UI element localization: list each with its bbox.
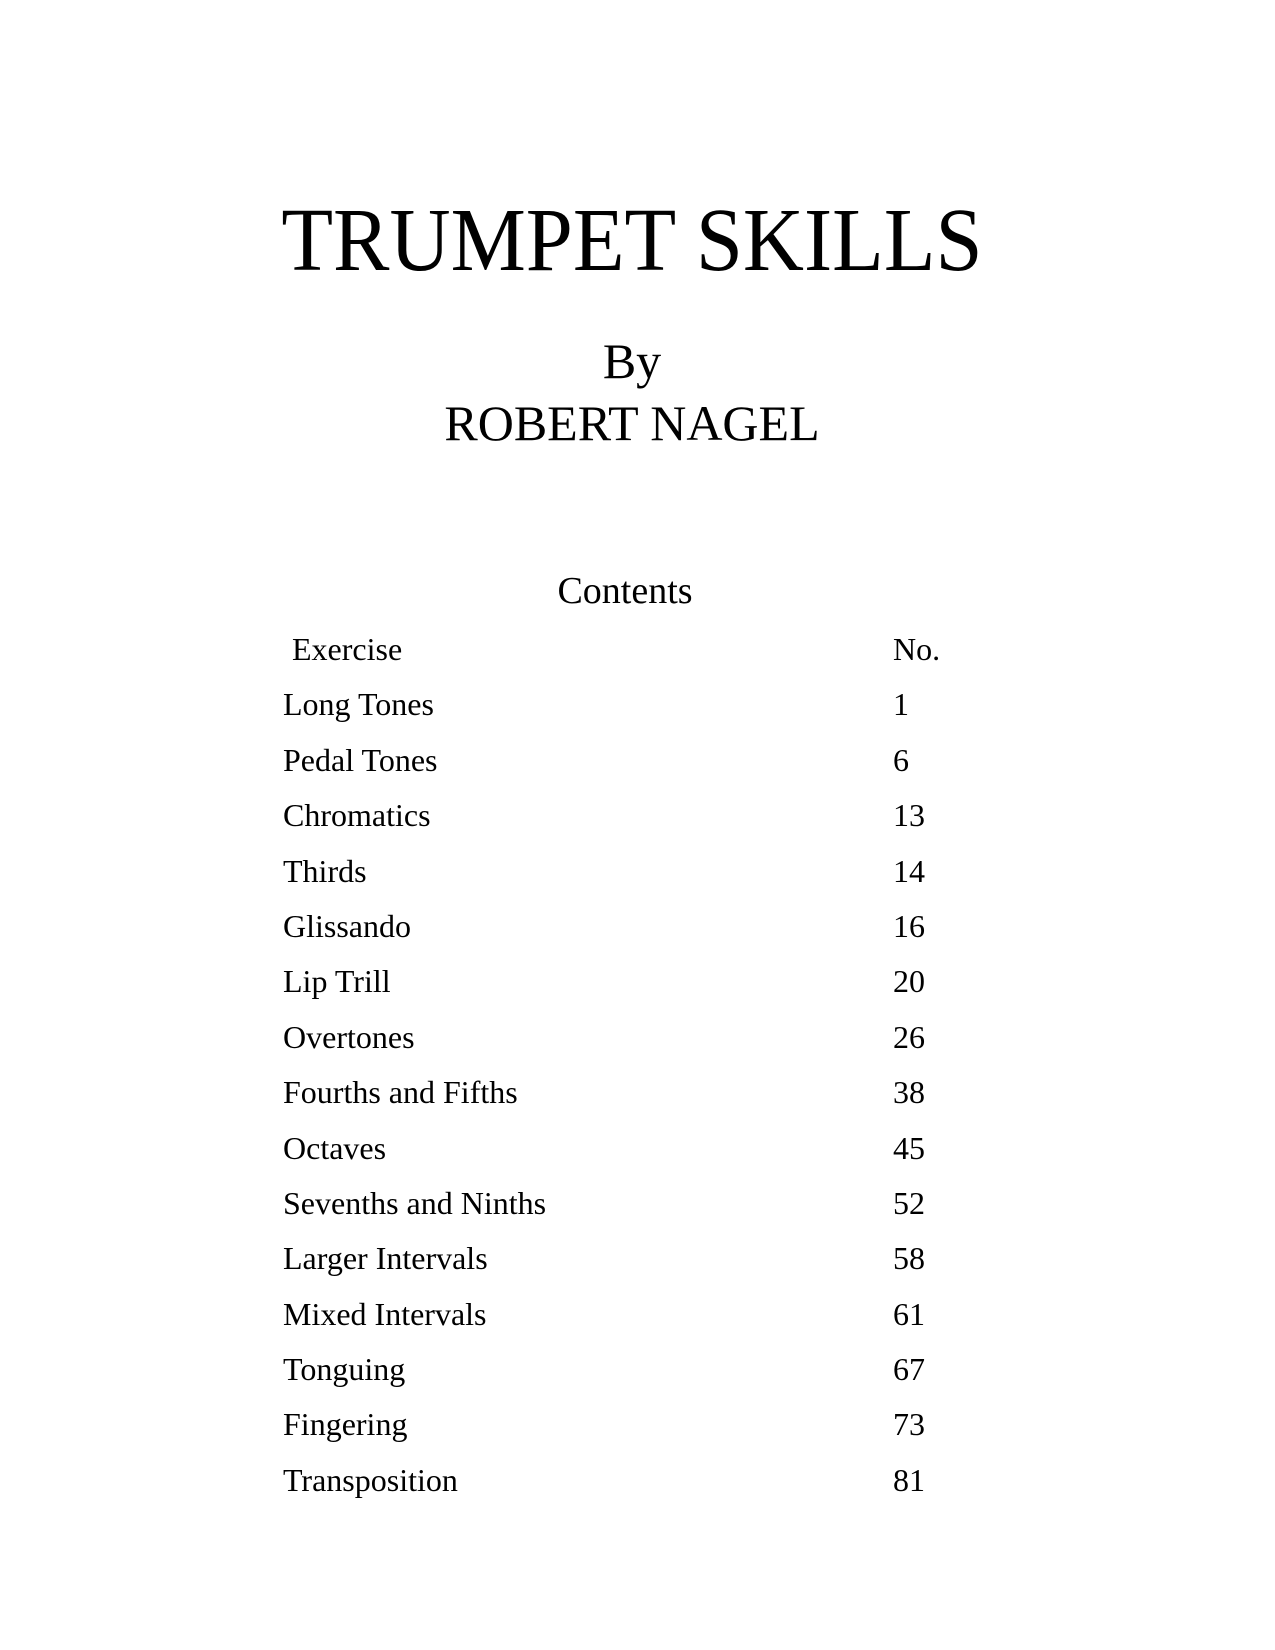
toc-row: [283, 844, 973, 899]
toc-row-label: Octaves: [283, 1129, 387, 1166]
toc-row-label: Pedal Tones: [283, 741, 438, 778]
toc-row: [283, 1121, 973, 1176]
toc-row: [283, 788, 973, 843]
toc-row: [283, 1342, 973, 1397]
toc-header-exercise: Exercise: [292, 631, 403, 667]
toc-row: [283, 677, 973, 732]
toc-row-number: 26: [893, 1018, 925, 1055]
toc-row: [283, 954, 973, 1009]
toc-row-label: Lip Trill: [283, 963, 391, 1000]
toc-row: [283, 1287, 973, 1342]
toc-row-number: 38: [893, 1074, 925, 1111]
toc-row-number: 67: [893, 1351, 925, 1388]
toc-row-number: 73: [893, 1406, 925, 1443]
toc-row-number: 14: [893, 852, 925, 889]
toc-row-number: 6: [893, 741, 909, 778]
toc-row: [283, 1397, 973, 1452]
toc-row-label: Glissando: [283, 907, 411, 944]
toc-row: [283, 1453, 973, 1508]
toc-header-no: No.: [893, 631, 941, 667]
toc-row-label: Fingering: [283, 1406, 408, 1443]
toc-row: [283, 1176, 973, 1231]
contents-heading: Contents: [557, 570, 693, 612]
toc-row-number: 58: [893, 1240, 925, 1277]
toc-header-row: [283, 622, 973, 677]
page-title: [0, 191, 1264, 290]
toc-row-number: 1: [893, 686, 909, 723]
page-title-text: TRUMPET SKILLS: [281, 191, 983, 290]
toc-row: [283, 1065, 973, 1120]
toc-row-number: 52: [893, 1184, 925, 1221]
toc-rows: [283, 677, 973, 1508]
toc-row-number: 20: [893, 963, 925, 1000]
byline: By: [602, 333, 662, 389]
toc-row: [283, 899, 973, 954]
toc-row-label: Long Tones: [283, 686, 434, 723]
toc-row-label: Tonguing: [283, 1351, 406, 1388]
toc-row: [283, 733, 973, 788]
toc-row-number: 81: [893, 1461, 925, 1498]
toc-row: [283, 1231, 973, 1286]
toc-row-label: Mixed Intervals: [283, 1295, 487, 1332]
table-of-contents: [283, 622, 973, 1508]
toc-row: [283, 1010, 973, 1065]
toc-row-number: 45: [893, 1129, 925, 1166]
toc-row-label: Thirds: [283, 852, 367, 889]
toc-row-label: Larger Intervals: [283, 1240, 488, 1277]
toc-row-number: 13: [893, 797, 925, 834]
toc-row-label: Chromatics: [283, 797, 431, 834]
toc-row-label: Fourths and Fifths: [283, 1074, 518, 1111]
toc-row-label: Overtones: [283, 1018, 415, 1055]
toc-row-label: Transposition: [283, 1461, 458, 1498]
toc-row-label: Sevenths and Ninths: [283, 1184, 547, 1221]
author-name: ROBERT NAGEL: [444, 395, 820, 451]
toc-row-number: 16: [893, 907, 925, 944]
toc-row-number: 61: [893, 1295, 925, 1332]
